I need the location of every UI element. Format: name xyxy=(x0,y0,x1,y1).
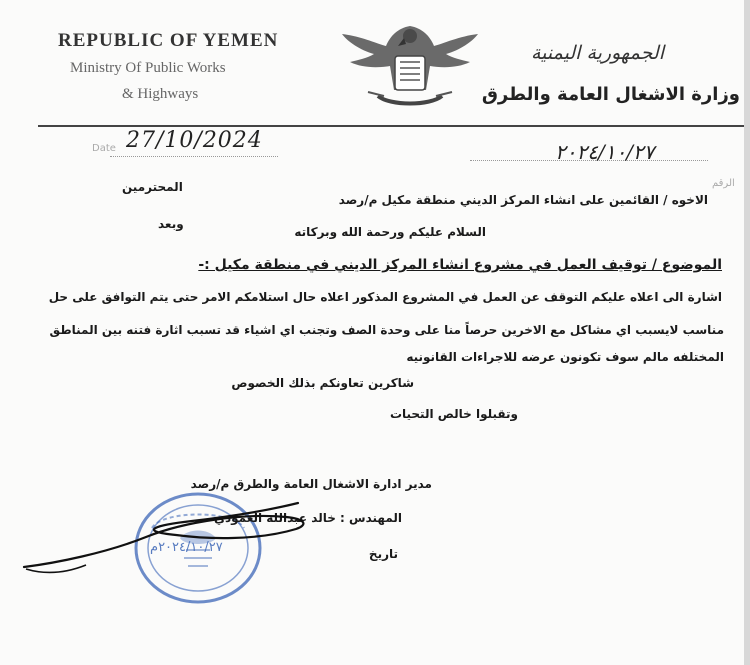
greeting-line: السلام عليكم ورحمة الله وبركاته xyxy=(294,225,486,239)
respected-salutation: المحترمين xyxy=(122,180,183,194)
closing-date-label: تاريخ xyxy=(368,547,398,561)
date-label: Date xyxy=(92,143,116,154)
director-title: مدير ادارة الاشغال العامة والطرق م/رصد xyxy=(190,477,432,491)
stamp-date: ٢٠٢٤/١٠/٢٧م xyxy=(150,540,223,555)
thanks-line: شاكرين تعاونكم بذلك الخصوص xyxy=(231,376,414,390)
engineer-name: المهندس : خالد عبدالله العمودي xyxy=(213,511,402,525)
english-country-title: REPUBLIC OF YEMEN xyxy=(58,30,279,51)
english-ministry-name: Ministry Of Public Works xyxy=(70,60,226,76)
handwritten-reference: ٢٠٢٤/١٠/٢٧ xyxy=(555,140,655,164)
subject-line: الموضوع / توقيف العمل في مشروع انشاء المركز الديني في منطقة مكيل :- xyxy=(198,257,722,273)
body-paragraph-line-3: المختلفه مالم سوف تكونون عرضه للاجراءات القانونيه xyxy=(406,350,724,364)
closing-line: وتقبلوا خالص التحيات xyxy=(389,407,518,421)
arabic-country-title: الجمهورية اليمنية xyxy=(530,42,664,64)
date-dotted-line xyxy=(110,156,278,158)
body-paragraph-line-1: اشارة الى اعلاه عليكم التوقف عن العمل في المشروع المذكور اعلاه حال استلامكم الامر حتى يتم التوافق على حل xyxy=(48,290,722,304)
addressee-line: الاخوه / القائمين على انشاء المركز الديني منطقة مكيل م/رصد xyxy=(338,193,708,207)
english-ministry-highways: & Highways xyxy=(122,86,199,102)
header-divider xyxy=(38,125,744,127)
body-paragraph-line-2: مناسب لايسبب اي مشاكل مع الاخرين حرصاً منا على وحدة الصف وتجنب اي اشياء قد تسبب اثارة فتنه بين المناطق xyxy=(49,323,724,337)
wabad-line: وبعد xyxy=(158,217,184,231)
arabic-ministry-name: وزارة الاشغال العامة والطرق xyxy=(481,84,740,105)
handwritten-date: 27/10/2024 xyxy=(126,128,263,153)
yemen-eagle-emblem-icon xyxy=(338,16,482,120)
reference-label: الرقم xyxy=(712,178,735,189)
signature-icon xyxy=(16,495,316,585)
page-edge xyxy=(744,0,750,665)
